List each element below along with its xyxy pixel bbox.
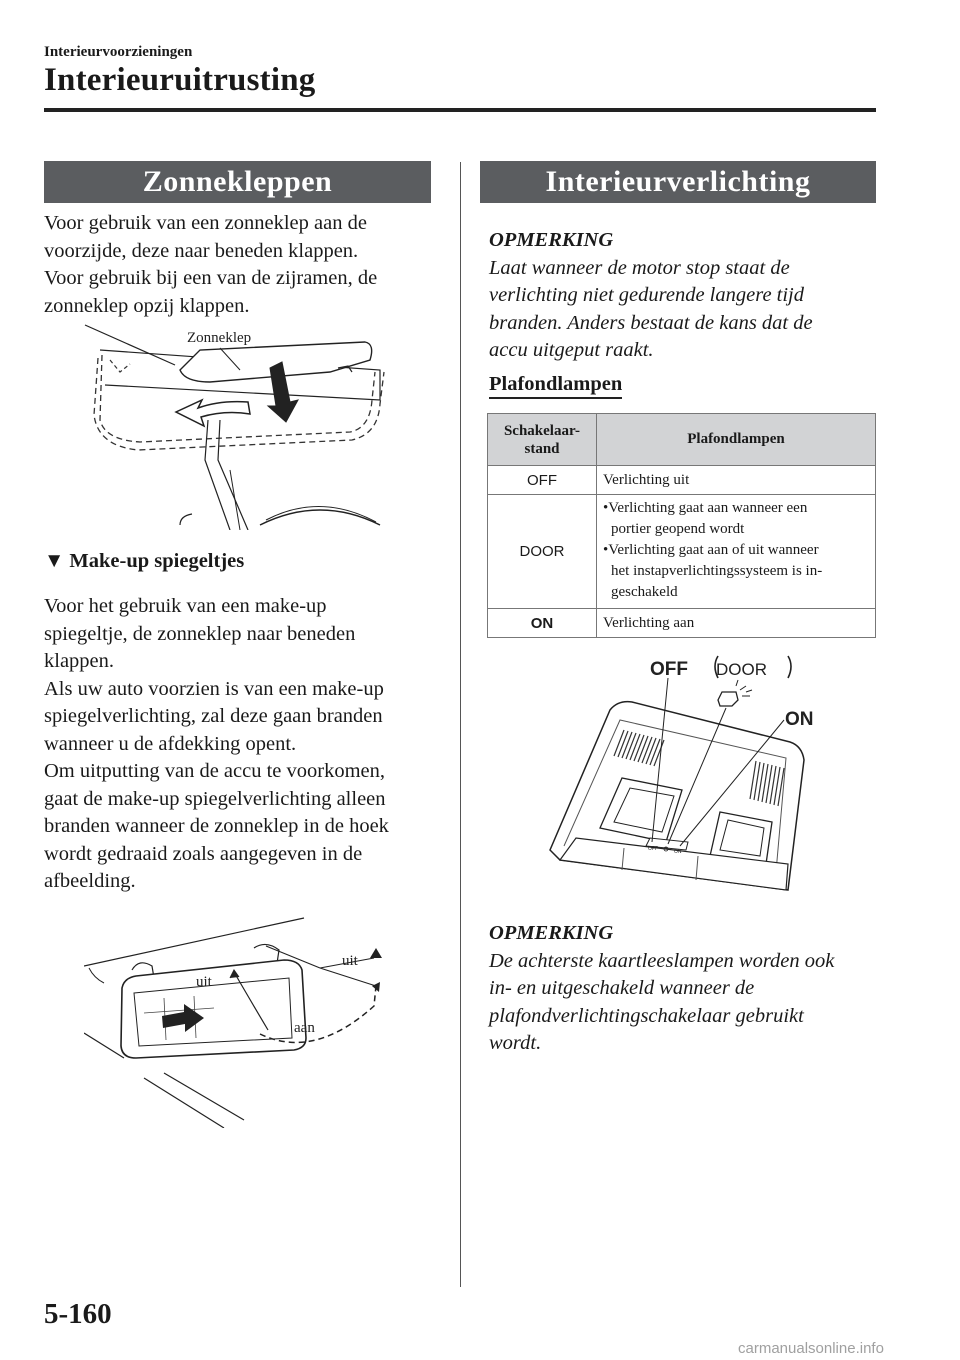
makeup-line: spiegeltje, de zonneklep naar beneden	[44, 622, 356, 645]
position-door: DOOR	[488, 495, 597, 609]
table-row	[488, 466, 876, 495]
desc-line: •Verlichting gaat aan of uit wanneer	[603, 542, 819, 558]
note-title: OPMERKING	[489, 922, 614, 944]
desc-off: Verlichting uit	[597, 466, 876, 495]
watermark: carmanualsonline.info	[738, 1340, 884, 1357]
uit-left-label: uit	[196, 974, 212, 990]
sun-visor-figure	[80, 320, 420, 530]
note-line: branden. Anders bestaat de kans dat de	[489, 311, 813, 334]
on-callout: ON	[785, 709, 814, 730]
switch-table	[487, 413, 876, 638]
desc-line: portier geopend wordt	[611, 521, 745, 537]
note-line: in- en uitgeschakeld wanneer de	[489, 977, 755, 999]
table-row	[488, 495, 876, 609]
table-header-row	[488, 414, 876, 466]
desc-line: geschakeld	[611, 584, 678, 600]
table-row	[488, 609, 876, 638]
note-battery	[489, 227, 879, 365]
intro-line: Voor gebruik bij een van de zijramen, de	[44, 267, 378, 289]
header-line: stand	[524, 440, 560, 457]
makeup-text	[44, 593, 454, 896]
note-line: wordt.	[489, 1032, 542, 1054]
section-category: Interieurvoorzieningen	[44, 44, 193, 60]
triangle-marker: ▼	[44, 550, 65, 572]
makeup-line: Om uitputting van de accu te voorkomen,	[44, 760, 386, 782]
column-divider	[460, 162, 461, 1287]
table-header-lamps: Plafondlampen	[597, 414, 876, 466]
note-line: Laat wanneer de motor stop staat de	[489, 256, 790, 279]
makeup-heading	[44, 550, 244, 573]
makeup-line: branden wanneer de zonneklep in de hoek	[44, 815, 389, 837]
banner-zonnekleppen: Zonnekleppen	[44, 161, 431, 203]
note-line: plafondverlichtingschakelaar gebruikt	[489, 1004, 804, 1027]
desc-line: het instapverlichtingssysteem is in-	[611, 563, 823, 579]
table-header-position	[488, 414, 597, 466]
desc-line: •Verlichting gaat aan wanneer een	[603, 500, 808, 516]
makeup-line: Als uw auto voorzien is van een make-up	[44, 677, 384, 700]
plafondlampen-heading: Plafondlampen	[489, 373, 622, 399]
page-title: Interieuruitrusting	[44, 62, 316, 98]
makeup-line: wordt gedraaid zoals aangegeven in de	[44, 842, 363, 865]
position-on: ON	[488, 609, 597, 638]
overhead-console-figure	[540, 650, 830, 900]
makeup-title: Make-up spiegeltjes	[69, 550, 245, 572]
note-line: De achterste kaartleeslampen worden ook	[489, 949, 835, 972]
door-callout: DOOR	[716, 660, 767, 679]
header-line: Schakelaar-	[503, 422, 581, 439]
makeup-line: gaat de make-up spiegelverlichting alleen	[44, 787, 386, 810]
header-rule	[44, 108, 876, 112]
banner-interieurverlichting: Interieurverlichting	[480, 161, 876, 203]
note-line: accu uitgeput raakt.	[489, 339, 654, 361]
intro-line: zonneklep opzij klappen.	[44, 294, 250, 317]
intro-text	[44, 210, 444, 320]
intro-line: Voor gebruik van een zonneklep aan de	[44, 212, 367, 234]
position-off: OFF	[488, 466, 597, 495]
makeup-line: Voor het gebruik van een make-up	[44, 595, 327, 617]
off-callout: OFF	[650, 659, 688, 680]
uit-right-label: uit	[342, 953, 358, 969]
desc-door	[597, 495, 876, 609]
desc-on: Verlichting aan	[597, 609, 876, 638]
intro-line: voorzijde, deze naar beneden klappen.	[44, 239, 359, 262]
makeup-mirror-figure	[84, 908, 404, 1128]
note-title: OPMERKING	[489, 229, 614, 251]
aan-label: aan	[294, 1020, 315, 1036]
note-map-lamps	[489, 920, 889, 1058]
makeup-line: spiegelverlichting, zal deze gaan branden	[44, 705, 383, 727]
makeup-line: afbeelding.	[44, 870, 136, 892]
page-number: 5-160	[44, 1298, 112, 1330]
makeup-line: wanneer u de afdekking opent.	[44, 732, 297, 755]
makeup-line: klappen.	[44, 650, 115, 672]
mini-off-label: OFF	[648, 846, 658, 852]
mini-on-label: ON	[674, 849, 682, 855]
note-line: verlichting niet gedurende langere tijd	[489, 284, 805, 306]
zonneklep-label: Zonneklep	[187, 330, 252, 346]
